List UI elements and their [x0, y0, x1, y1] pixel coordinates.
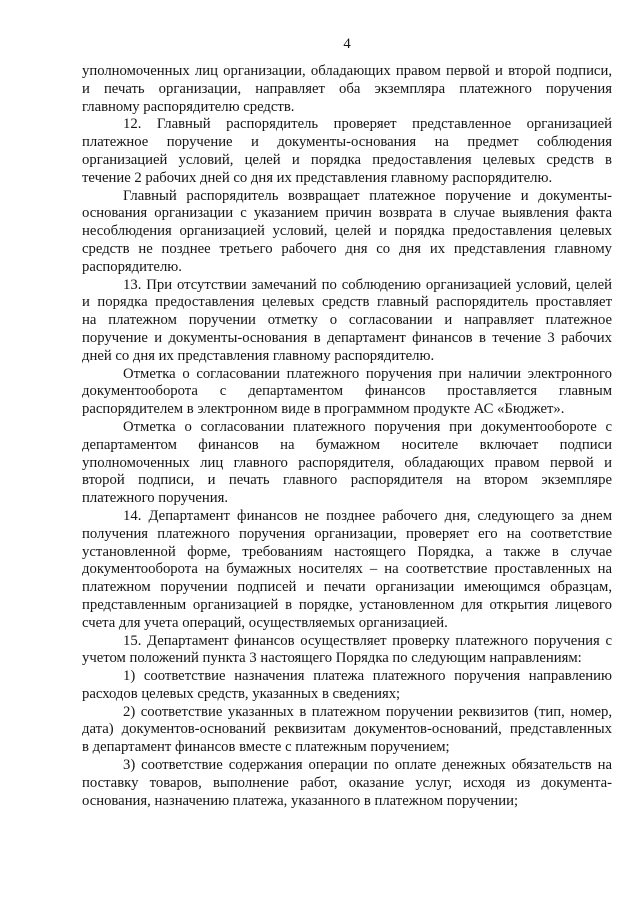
page-number: 4: [343, 36, 351, 52]
text-line: поручение и документы-основания в департамент финансов в течение 3 рабочих: [82, 329, 612, 346]
text-line: Отметка о согласовании платежного поручения при документообороте с: [123, 418, 612, 435]
text-line: платежное поручение и документы-основания на предмет соблюдения: [82, 134, 612, 151]
text-line: Отметка о согласовании платежного поручения при наличии электронного: [123, 365, 612, 382]
text-line: на платежном поручении отметку о согласовании и направляет платежное: [82, 312, 612, 329]
text-line: средств не позднее третьего рабочего дня со дня их представления главному: [82, 240, 612, 257]
text-line: учетом положений пункта 3 настоящего Порядка по следующим направлениям:: [82, 650, 582, 667]
list-item-1: [82, 668, 612, 704]
text-line: Главный распорядитель возвращает платежное поручение и документы-: [123, 187, 612, 204]
paragraph-item-12: [82, 116, 612, 187]
text-line: 3) соответствие содержания операции по оплате денежных обязательств на: [123, 757, 612, 774]
text-line: 15. Департамент финансов осуществляет проверку платежного поручения с: [123, 632, 612, 649]
text-line: платежного поручения.: [82, 490, 229, 507]
text-line: основания организации с указанием причин возврата в случае выявления факта: [82, 205, 612, 222]
text-line: и печать организации, направляет оба экземпляра платежного поручения: [82, 80, 612, 97]
text-line: счета для учета операций, осуществляемых организацией.: [82, 614, 448, 631]
paragraph-electronic-approval-mark: [82, 366, 612, 419]
text-line: 2) соответствие указанных в платежном поручении реквизитов (тип, номер,: [123, 703, 612, 720]
text-line: департаментом финансов на бумажном носителе включает подписи: [82, 436, 612, 453]
text-line: поставку товаров, выполнение работ, оказание услуг, исходя из документа-: [82, 774, 612, 791]
document-text: [82, 63, 612, 810]
list-item-2: [82, 704, 612, 757]
paragraph-continuation: [82, 63, 612, 116]
text-line: уполномоченных лиц главного распорядителя, обладающих правом первой и: [82, 454, 612, 471]
text-line: главному распорядителю средств.: [82, 98, 295, 115]
text-line: 12. Главный распорядитель проверяет представленное организацией: [123, 116, 612, 133]
text-line: основания, назначению платежа, указанного в платежном поручении;: [82, 792, 519, 809]
text-line: течение 2 рабочих дней со дня их представления главному распорядителю.: [82, 169, 553, 186]
text-line: уполномоченных лиц организации, обладающих правом первой и второй подписи,: [82, 63, 612, 79]
paragraph-item-13: [82, 277, 612, 366]
text-line: 1) соответствие назначения платежа платежного поручения направлению: [123, 668, 612, 685]
paragraph-item-14: [82, 508, 612, 633]
text-line: дней со дня их представления главному распорядителю.: [82, 347, 435, 364]
text-line: платежном поручении подписей и печати организации имеющимся образцам,: [82, 579, 612, 596]
text-line: представленным организацией в порядке, установленном для открытия лицевого: [82, 596, 612, 613]
text-line: второй подписи, и печать главного распорядителя на втором экземпляре: [82, 472, 612, 489]
text-line: распорядителем в электронном виде в программном продукте АС «Бюджет».: [82, 401, 565, 418]
text-line: документооборота с департаментом финансов проставляется главным: [82, 383, 612, 400]
text-line: дата) документов-оснований реквизитам документов-оснований, представленных: [82, 721, 612, 738]
text-line: установленной форме, требованиям настоящего Порядка, а также в случае: [82, 543, 612, 560]
paragraph-item-15: [82, 633, 612, 669]
text-line: распорядителю.: [82, 258, 182, 275]
paragraph-paper-approval-mark: [82, 419, 612, 508]
list-item-3: [82, 757, 612, 810]
text-line: организацией условий, целей и порядка предоставления целевых средств в: [82, 151, 612, 168]
text-line: в департамент финансов вместе с платежным поручением;: [82, 739, 450, 756]
paragraph-return-rule: [82, 188, 612, 277]
text-line: документооборота на бумажных носителях – на соответствие проставленных на: [82, 561, 612, 578]
text-line: расходов целевых средств, указанных в сведениях;: [82, 685, 401, 702]
text-line: получения платежного поручения организации, проверяет его на соответствие: [82, 525, 612, 542]
text-line: несоблюдения организацией условий, целей и порядка предоставления целевых: [82, 223, 612, 240]
text-line: 13. При отсутствии замечаний по соблюдению организацией условий, целей: [123, 276, 612, 293]
text-line: и порядка предоставления целевых средств главный распорядитель проставляет: [82, 294, 612, 311]
text-line: 14. Департамент финансов не позднее рабочего дня, следующего за днем: [123, 507, 612, 524]
